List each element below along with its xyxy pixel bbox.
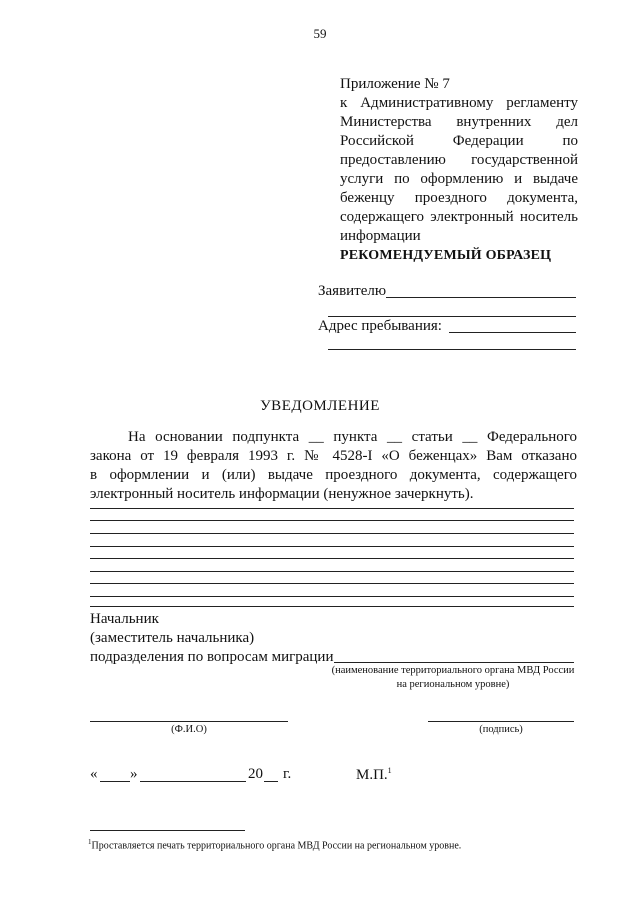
footnote [88,838,461,851]
appendix-line: к Административному регламенту [340,95,578,111]
appendix-line: информации [340,228,421,244]
applicant-field-continuation[interactable] [328,316,576,317]
appendix-header [340,75,578,246]
applicant-label: Заявителю [318,283,387,299]
footnote-mark: 1 [88,838,92,846]
signature-caption: (подпись) [479,724,523,735]
reason-line[interactable] [90,606,574,607]
appendix-line: Министерства внутренних дел [340,114,578,130]
appendix-line: Приложение № 7 [340,76,450,92]
org-caption-line: (наименование территориального органа МВД России [331,665,575,676]
stamp-label [356,766,392,784]
notice-body [90,428,577,504]
date-open-quote: « [90,766,98,782]
reason-line[interactable] [90,596,574,597]
page-number: 59 [313,26,327,41]
org-name-caption [318,664,588,692]
appendix-line: беженцу проездного документа, [340,190,578,206]
applicant-field[interactable] [386,297,576,298]
reason-line[interactable] [90,571,574,572]
notice-body-line: в оформлении и (или) выдаче проездного документа, содержащего [90,467,577,483]
date-year-suffix: г. [283,766,292,782]
signatory-title [90,610,334,667]
footnote-text: Проставляется печать территориального органа МВД России на региональном уровне. [91,840,462,852]
reason-line[interactable] [90,583,574,584]
sample-title: РЕКОМЕНДУЕМЫЙ ОБРАЗЕЦ [340,248,552,263]
notice-body-line: На основании подпункта __ пункта __ статьи __ Федерального [128,429,577,445]
address-field[interactable] [449,332,576,333]
org-caption-line: на региональном уровне) [396,679,510,690]
stamp-label-text: М.П. [356,767,388,783]
reason-line[interactable] [90,546,574,547]
appendix-line: предоставлению государственной [340,152,578,168]
signatory-line: (заместитель начальника) [90,630,255,646]
signature-field[interactable] [428,721,574,722]
appendix-line: услуги по оформлению и выдаче [340,171,578,187]
appendix-line: содержащего электронный носитель [340,209,578,225]
reason-line[interactable] [90,508,574,509]
reason-line[interactable] [90,558,574,559]
stamp-footnote-mark: 1 [387,766,392,775]
date-month-field[interactable] [140,781,246,782]
address-label: Адрес пребывания: [318,318,442,334]
reason-line[interactable] [90,520,574,521]
appendix-line: Российской Федерации по [340,133,578,149]
notice-body-line: закона от 19 февраля 1993 г. № 4528-I «О беженцах» Вам отказано [90,448,577,464]
org-name-field[interactable] [334,662,574,663]
fio-caption: (Ф.И.О) [171,724,207,735]
signatory-line: подразделения по вопросам миграции [90,649,334,665]
date-close-quote: » [130,766,138,782]
date-year-prefix: 20 [248,766,263,782]
address-field-continuation[interactable] [328,349,576,350]
date-year-field[interactable] [264,781,278,782]
signatory-line: Начальник [90,611,159,627]
date-day-field[interactable] [100,781,130,782]
notice-body-line: электронный носитель информации (ненужное зачеркнуть). [90,486,474,502]
notice-title: УВЕДОМЛЕНИЕ [260,398,380,414]
fio-field[interactable] [90,721,288,722]
reason-line[interactable] [90,533,574,534]
footnote-divider [90,830,245,831]
